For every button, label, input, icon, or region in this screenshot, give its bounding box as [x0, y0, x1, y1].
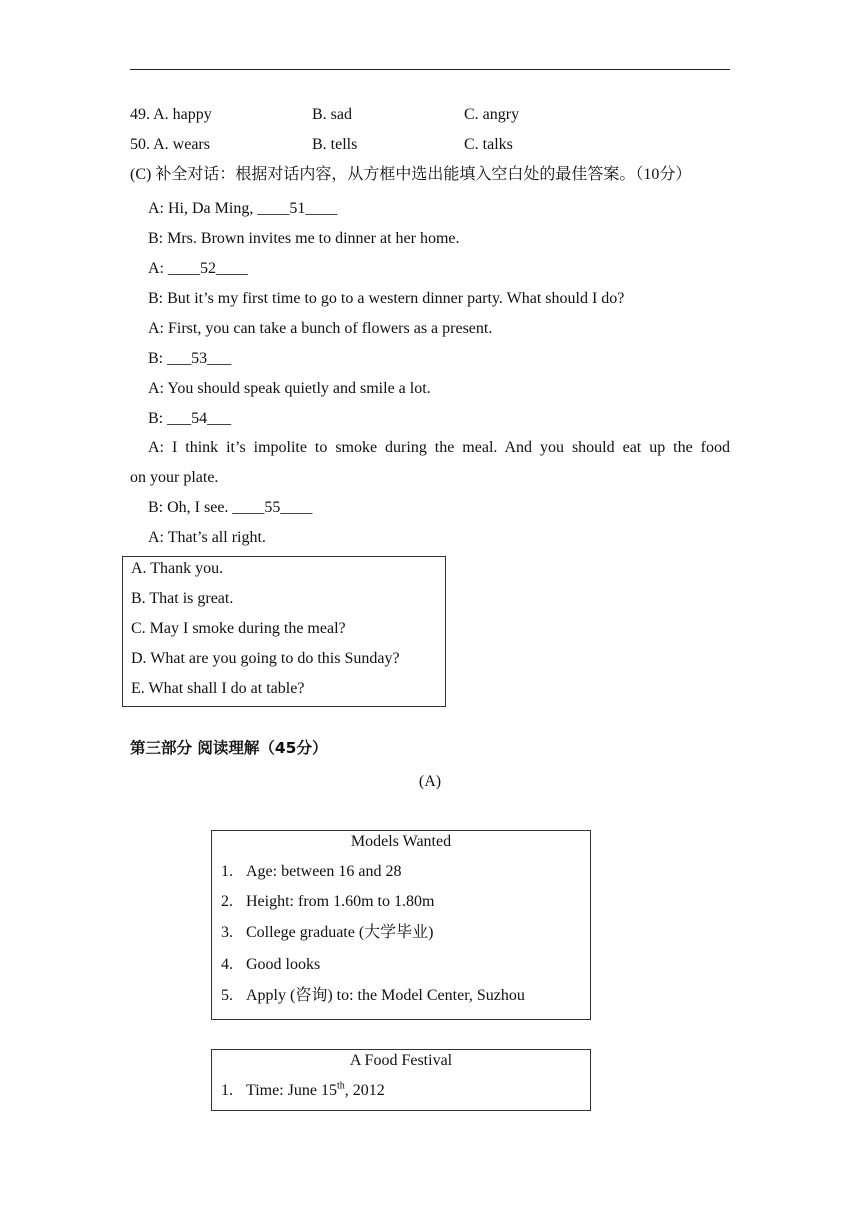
part3-heading: 第三部分 阅读理解（45分） [130, 739, 328, 757]
header-rule [130, 69, 730, 70]
dialogue-line: B: Oh, I see. ____55____ [148, 499, 313, 516]
choice-item: B. That is great. [131, 590, 234, 607]
q49-option-c: C. angry [464, 106, 520, 123]
q49-option-b: B. sad [312, 106, 352, 123]
dialogue-line: B: ___54___ [148, 410, 232, 427]
dialogue-line: A: Hi, Da Ming, ____51____ [148, 200, 338, 217]
dialogue-line: B: But it’s my first time to go to a western dinner party. What should I do? [148, 290, 625, 307]
q49-option-a: 49. A. happy [130, 106, 212, 123]
dialogue-line: A: You should speak quietly and smile a lot. [148, 380, 431, 397]
dialogue-line: A: ____52____ [148, 260, 248, 277]
answer-choices-box [122, 556, 446, 707]
dialogue-line: A: I think it’s impolite to smoke during the meal. And you should eat up the food [148, 439, 730, 456]
notice-title: Models Wanted [350, 833, 452, 850]
q50-option-a: 50. A. wears [130, 136, 210, 153]
passage-label: (A) [418, 773, 442, 790]
dialogue-line: on your plate. [130, 469, 219, 486]
notice-title: A Food Festival [349, 1052, 453, 1069]
dialogue-line: A: First, you can take a bunch of flowers as a present. [148, 320, 493, 337]
dialogue-line: B: Mrs. Brown invites me to dinner at her home. [148, 230, 460, 247]
dialogue-line: B: ___53___ [148, 350, 232, 367]
choice-item: A. Thank you. [131, 560, 224, 577]
q50-option-b: B. tells [312, 136, 358, 153]
q50-option-c: C. talks [464, 136, 513, 153]
choice-item: D. What are you going to do this Sunday? [131, 650, 400, 667]
section-c-instruction: (C) 补全对话：根据对话内容，从方框中选出能填入空白处的最佳答案。（10分） [130, 166, 692, 183]
dialogue-line: A: That’s all right. [148, 529, 266, 546]
choice-item: C. May I smoke during the meal? [131, 620, 346, 637]
food-festival-notice: A Food Festival 1. Time: June 15th, 2012 [211, 1049, 591, 1111]
choice-item: E. What shall I do at table? [131, 680, 305, 697]
models-wanted-notice: Models Wanted 1. Age: between 16 and 28 2. Height: from 1.60m to 1.80m 3. College graduate (大学毕业) 4. Good looks 5. Apply (咨询) to: the Model Center, Suzhou [211, 830, 591, 1020]
